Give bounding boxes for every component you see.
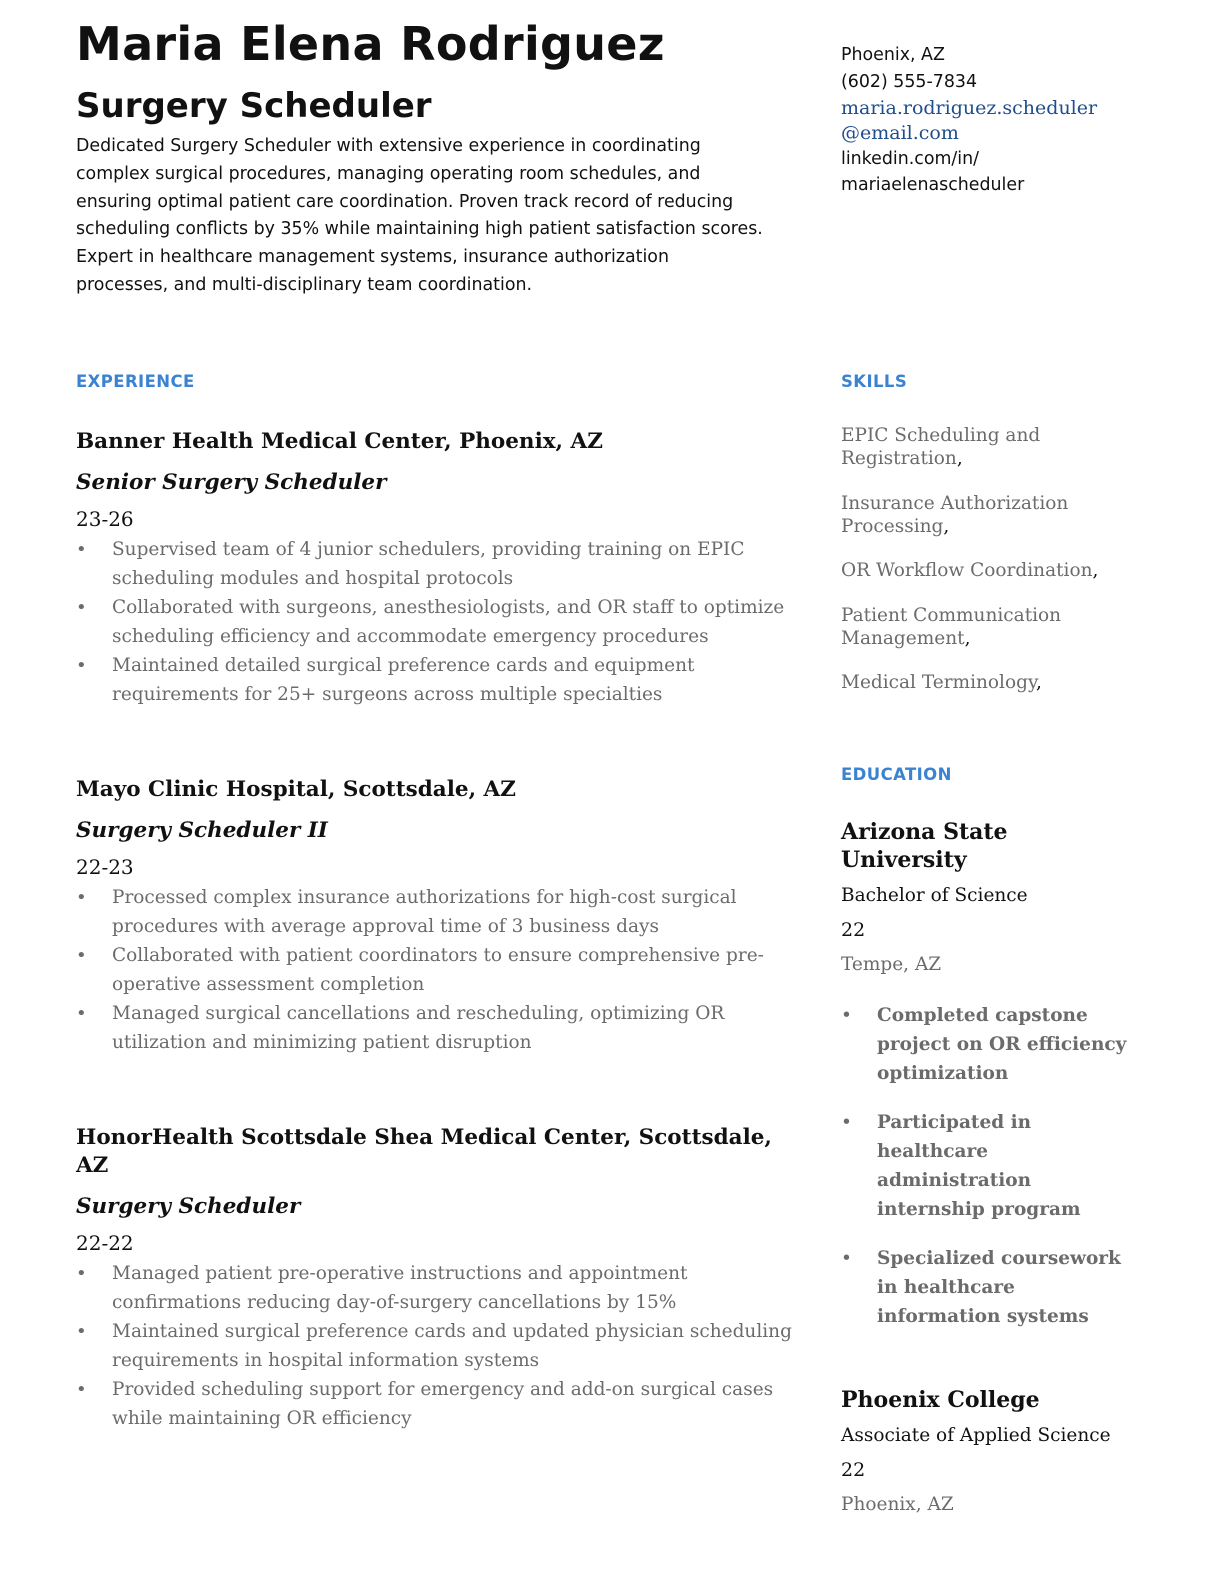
experience-bullets	[76, 883, 796, 1057]
education-entry	[841, 1386, 1131, 1517]
education-bullet	[841, 1108, 1131, 1224]
experience-heading: EXPERIENCE	[76, 372, 195, 391]
experience-bullet	[76, 593, 796, 651]
contact-email-link[interactable]: maria.rodriguez.scheduler@email.com	[841, 96, 1098, 144]
bullet-icon: •	[76, 1321, 87, 1342]
skill-name: Patient Communication Management	[841, 604, 1062, 649]
bullet-text: Managed surgical cancellations and rescheduling, optimizing OR utilization and minimizing patient disruption	[112, 1003, 725, 1053]
experience-bullet	[76, 1259, 796, 1317]
education-entry	[841, 818, 1131, 1351]
contact-block	[841, 42, 1116, 199]
employment-dates: 22-22	[76, 1231, 134, 1255]
contact-phone: (602) 555-7834	[841, 71, 978, 92]
bullet-text: Maintained detailed surgical preference cards and equipment requirements for 25+ surgeons across multiple specialties	[112, 655, 695, 705]
professional-summary: Dedicated Surgery Scheduler with extensive experience in coordinating complex surgical procedures, managing operating room schedules, and ensuring optimal patient care coordination. Proven track record of reducing scheduling conflicts by 35% while maintaining high patient satisfaction scores. Expert in healthcare management systems, insurance authorization processes, and multi-disciplinary team coordination.	[76, 136, 763, 295]
bullet-icon: •	[76, 539, 87, 560]
employer-name: Mayo Clinic Hospital, Scottsdale, AZ	[76, 777, 516, 802]
bullet-icon: •	[841, 1248, 852, 1269]
experience-bullet	[76, 999, 796, 1057]
experience-entry	[76, 428, 796, 709]
bullet-text: Participated in healthcare administration internship program	[877, 1112, 1081, 1220]
experience-bullet	[76, 883, 796, 941]
skill-separator: ,	[964, 627, 971, 649]
skill-name: Insurance Authorization Processing	[841, 492, 1069, 537]
bullet-text: Collaborated with patient coordinators to ensure comprehensive pre-operative assessment completion	[112, 945, 764, 995]
bullet-icon: •	[76, 887, 87, 908]
skill-item	[841, 604, 1141, 650]
bullet-icon: •	[76, 945, 87, 966]
education-heading: EDUCATION	[841, 765, 952, 784]
experience-bullets	[76, 535, 796, 709]
employment-dates: 22-23	[76, 855, 134, 879]
skill-item	[841, 559, 1141, 582]
role-title: Surgery Scheduler II	[76, 818, 328, 843]
skill-separator: ,	[943, 515, 950, 537]
education-bullet	[841, 1244, 1131, 1331]
experience-bullets	[76, 1259, 796, 1433]
candidate-name: Maria Elena Rodriguez	[76, 17, 665, 71]
bullet-icon: •	[76, 1003, 87, 1024]
experience-bullet	[76, 535, 796, 593]
bullet-text: Maintained surgical preference cards and updated physician scheduling requirements in hospital information systems	[112, 1321, 792, 1371]
education-bullet	[841, 1001, 1131, 1088]
school-location: Tempe, AZ	[841, 954, 942, 975]
degree: Associate of Applied Science	[841, 1425, 1111, 1446]
skill-separator: ,	[956, 448, 963, 469]
bullet-text: Completed capstone project on OR efficiency optimization	[877, 1005, 1127, 1084]
bullet-icon: •	[76, 1379, 87, 1400]
skills-list	[841, 424, 1141, 716]
bullet-icon: •	[76, 655, 87, 676]
skill-item	[841, 671, 1141, 694]
experience-bullet	[76, 1375, 796, 1433]
skill-name: EPIC Scheduling and Registration	[841, 425, 1041, 469]
school-name: Arizona State University	[841, 819, 1008, 873]
bullet-icon: •	[76, 1263, 87, 1284]
contact-linkedin-line1: linkedin.com/in/	[841, 148, 979, 169]
employer-name: HonorHealth Scottsdale Shea Medical Center, Scottsdale, AZ	[76, 1125, 772, 1178]
experience-entry	[76, 776, 796, 1057]
skill-item	[841, 424, 1141, 470]
employment-dates: 23-26	[76, 507, 134, 531]
education-bullets	[841, 1001, 1131, 1331]
bullet-text: Processed complex insurance authorizations for high-cost surgical procedures with average approval time of 3 business days	[112, 887, 737, 937]
skill-separator: ,	[1092, 560, 1099, 581]
contact-location: Phoenix, AZ	[841, 45, 945, 65]
graduation-year: 22	[841, 1459, 866, 1481]
school-location: Phoenix, AZ	[841, 1494, 954, 1515]
role-title: Senior Surgery Scheduler	[76, 470, 387, 495]
experience-bullet	[76, 1317, 796, 1375]
bullet-icon: •	[841, 1112, 852, 1133]
bullet-icon: •	[841, 1005, 852, 1026]
degree: Bachelor of Science	[841, 885, 1028, 906]
bullet-text: Provided scheduling support for emergency and add-on surgical cases while maintaining OR efficiency	[112, 1379, 774, 1429]
employer-name: Banner Health Medical Center, Phoenix, AZ	[76, 429, 603, 454]
skills-heading: SKILLS	[841, 372, 908, 391]
bullet-text: Specialized coursework in healthcare information systems	[877, 1248, 1121, 1327]
experience-bullet	[76, 941, 796, 999]
graduation-year: 22	[841, 919, 866, 941]
bullet-text: Managed patient pre-operative instructions and appointment confirmations reducing day-of-surgery cancellations by 15%	[112, 1263, 688, 1313]
experience-entry	[76, 1124, 796, 1433]
role-title: Surgery Scheduler	[76, 1194, 301, 1219]
job-title: Surgery Scheduler	[76, 86, 432, 126]
skill-name: Medical Terminology	[841, 672, 1036, 693]
skill-separator: ,	[1035, 672, 1042, 693]
bullet-icon: •	[76, 597, 87, 618]
skill-name: OR Workflow Coordination	[841, 560, 1093, 581]
bullet-text: Collaborated with surgeons, anesthesiologists, and OR staff to optimize scheduling efficiency and accommodate emergency procedures	[112, 597, 785, 647]
bullet-text: Supervised team of 4 junior schedulers, providing training on EPIC scheduling modules and hospital protocols	[112, 539, 745, 589]
school-name: Phoenix College	[841, 1387, 1040, 1413]
contact-linkedin-line2: mariaelenascheduler	[841, 175, 1025, 196]
skill-item	[841, 492, 1141, 538]
experience-bullet	[76, 651, 796, 709]
